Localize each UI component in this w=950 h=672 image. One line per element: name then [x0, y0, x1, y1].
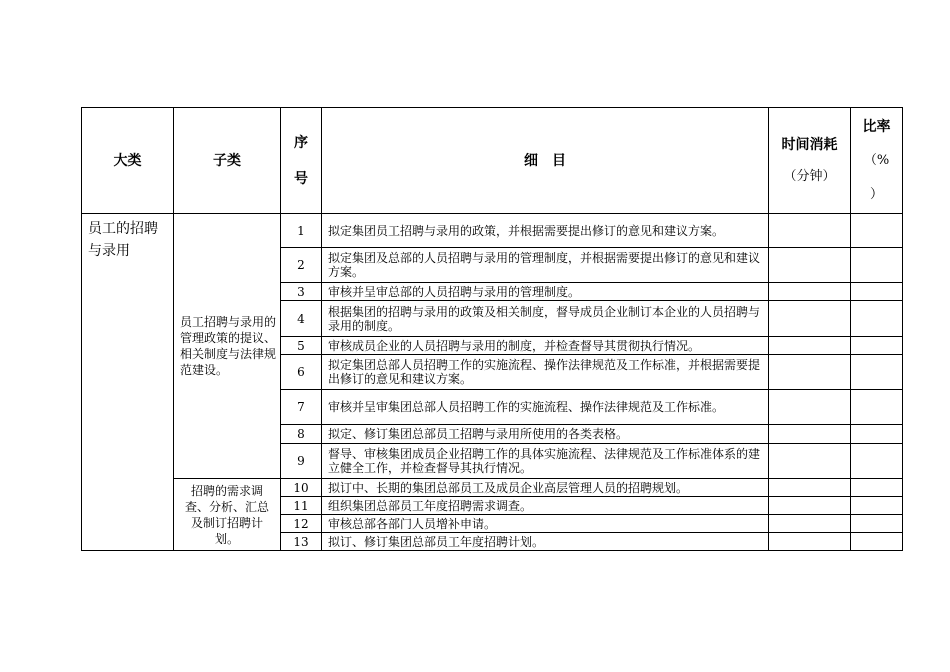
time-cell	[769, 425, 851, 444]
row-detail: 根据集团的招聘与录用的政策及相关制度，督导成员企业制订本企业的人员招聘与录用的制度。	[322, 301, 769, 337]
header-category: 大类	[82, 108, 174, 214]
row-number: 11	[281, 497, 322, 515]
row-number: 8	[281, 425, 322, 444]
row-detail: 拟订中、长期的集团总部员工及成员企业高层管理人员的招聘规划。	[322, 479, 769, 497]
row-number: 5	[281, 337, 322, 355]
time-cell	[769, 355, 851, 390]
time-cell	[769, 301, 851, 337]
time-cell	[769, 515, 851, 533]
ratio-cell	[851, 355, 903, 390]
header-time	[769, 108, 851, 214]
row-detail: 审核成员企业的人员招聘与录用的制度，并检查督导其贯彻执行情况。	[322, 337, 769, 355]
row-detail: 拟定集团员工招聘与录用的政策，并根据需要提出修订的意见和建议方案。	[322, 214, 769, 248]
time-cell	[769, 337, 851, 355]
ratio-cell	[851, 533, 903, 551]
row-detail: 拟定集团总部人员招聘工作的实施流程、操作法律规范及工作标准，并根据需要提出修订的意见和建议方案。	[322, 355, 769, 390]
ratio-cell	[851, 390, 903, 425]
category-line1: 员工的招聘	[88, 221, 158, 237]
header-seq	[281, 108, 322, 214]
row-number: 1	[281, 214, 322, 248]
row-detail: 督导、审核集团成员企业招聘工作的具体实施流程、法律规范及工作标准体系的建立健全工作，并检查督导其执行情况。	[322, 444, 769, 479]
row-number: 10	[281, 479, 322, 497]
time-cell	[769, 248, 851, 283]
header-subcategory: 子类	[174, 108, 281, 214]
ratio-cell	[851, 425, 903, 444]
row-number: 13	[281, 533, 322, 551]
row-detail: 审核总部各部门人员增补申请。	[322, 515, 769, 533]
row-number: 3	[281, 283, 322, 301]
subcategory-cell: 员工招聘与录用的管理政策的提议、相关制度与法律规范建设。	[174, 214, 281, 479]
header-time-line1: 时间消耗	[781, 136, 838, 153]
ratio-cell	[851, 444, 903, 479]
ratio-cell	[851, 497, 903, 515]
row-number: 9	[281, 444, 322, 479]
ratio-cell	[851, 248, 903, 283]
header-time-line2: （分钟）	[783, 168, 836, 184]
row-number: 4	[281, 301, 322, 337]
header-seq-line2: 号	[294, 170, 308, 187]
time-cell	[769, 479, 851, 497]
ratio-cell	[851, 214, 903, 248]
header-ratio-line3: ）	[869, 186, 883, 202]
time-cell	[769, 214, 851, 248]
row-detail: 拟订、修订集团总部员工年度招聘计划。	[322, 533, 769, 551]
header-detail: 细 目	[322, 108, 769, 214]
category-line2: 与录用	[88, 243, 130, 259]
header-ratio	[851, 108, 903, 214]
work-analysis-table	[81, 107, 903, 551]
subcategory-cell: 招聘的需求调查、分析、汇总及制订招聘计划。	[174, 479, 281, 551]
ratio-cell	[851, 301, 903, 337]
header-seq-line1: 序	[294, 134, 308, 151]
row-detail: 拟定、修订集团总部员工招聘与录用所使用的各类表格。	[322, 425, 769, 444]
row-number: 2	[281, 248, 322, 283]
time-cell	[769, 444, 851, 479]
row-number: 7	[281, 390, 322, 425]
time-cell	[769, 497, 851, 515]
ratio-cell	[851, 337, 903, 355]
time-cell	[769, 533, 851, 551]
time-cell	[769, 390, 851, 425]
header-ratio-line1: 比率	[862, 118, 891, 135]
header-ratio-line2: （%	[863, 152, 890, 168]
row-detail: 审核并呈审总部的人员招聘与录用的管理制度。	[322, 283, 769, 301]
row-number: 6	[281, 355, 322, 390]
category-cell	[82, 214, 174, 551]
table-row	[82, 479, 903, 497]
time-cell	[769, 283, 851, 301]
ratio-cell	[851, 283, 903, 301]
ratio-cell	[851, 479, 903, 497]
table-row	[82, 214, 903, 248]
row-number: 12	[281, 515, 322, 533]
row-detail: 审核并呈审集团总部人员招聘工作的实施流程、操作法律规范及工作标准。	[322, 390, 769, 425]
row-detail: 组织集团总部员工年度招聘需求调查。	[322, 497, 769, 515]
row-detail: 拟定集团及总部的人员招聘与录用的管理制度，并根据需要提出修订的意见和建议方案。	[322, 248, 769, 283]
ratio-cell	[851, 515, 903, 533]
header-row	[82, 108, 903, 214]
